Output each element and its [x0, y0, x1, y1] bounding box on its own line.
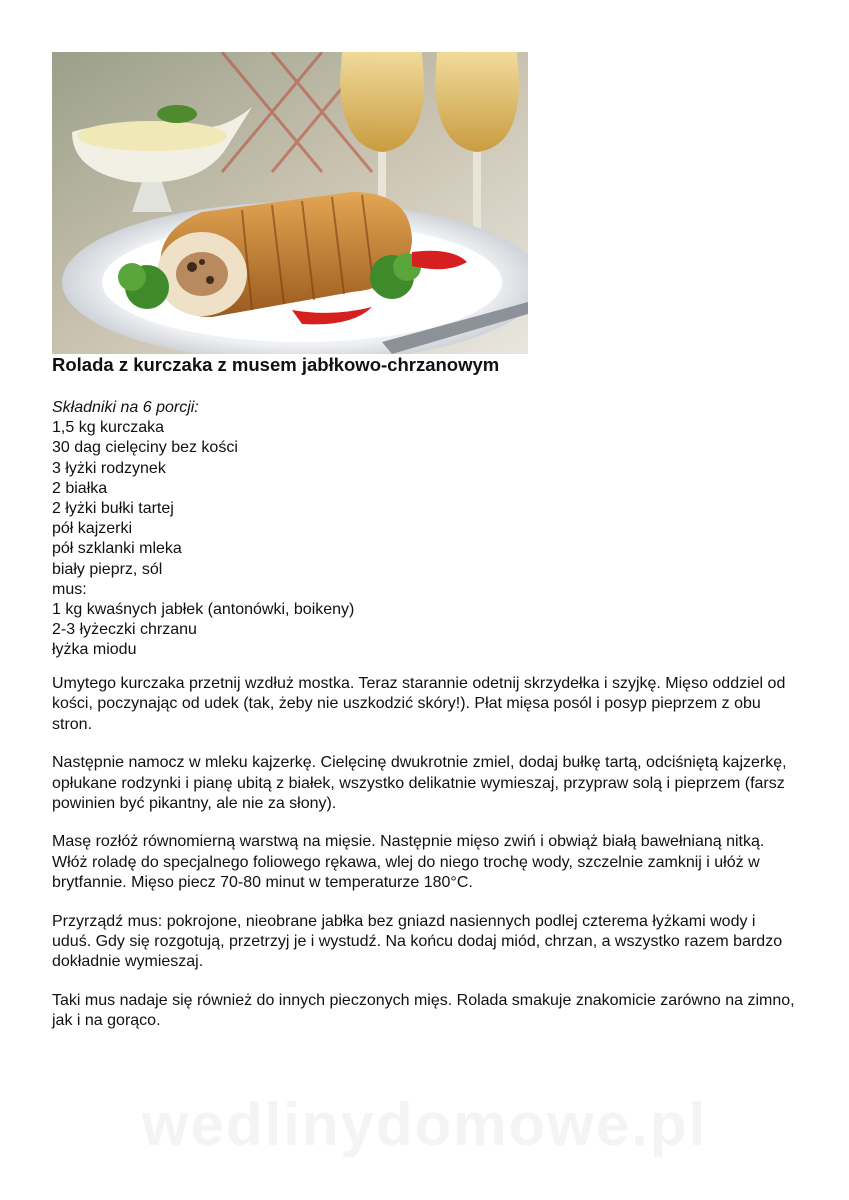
ingredient-item: biały pieprz, sól: [52, 560, 163, 578]
ingredient-item: 2-3 łyżeczki chrzanu: [52, 621, 197, 639]
ingredient-item: 2 białka: [52, 479, 108, 497]
step-paragraph: Przyrządź mus: pokrojone, nieobrane jabłka bez gniazd nasiennych podlej czterema łyżkami wody i uduś. Gdy się rozgotują, przetrzyj je i wystudź. Na końcu dodaj miód, chrzan, a wszystko razem bardzo dokładnie wymieszaj.: [52, 912, 783, 971]
ingredient-item: 3 łyżki rodzynek: [52, 459, 166, 477]
step-paragraph: Taki mus nadaje się również do innych pieczonych mięs. Rolada smakuje znakomicie zarówno na zimno, jak i na gorąco.: [52, 991, 795, 1030]
recipe-title: Rolada z kurczaka z musem jabłkowo-chrzanowym: [52, 354, 500, 375]
ingredient-item: łyżka miodu: [52, 641, 137, 659]
ingredient-subheading: mus:: [52, 580, 87, 598]
site-watermark: wedlinydomowe.pl: [141, 1091, 708, 1158]
preparation-steps: [52, 674, 797, 1050]
recipe-photo: [52, 52, 528, 354]
ingredients-heading: Składniki na 6 porcji:: [52, 399, 199, 416]
ingredient-item: 30 dag cielęciny bez kości: [52, 439, 238, 457]
ingredient-item: pół kajzerki: [52, 520, 133, 538]
ingredient-item: 2 łyżki bułki tartej: [52, 500, 174, 518]
ingredients-list: [52, 418, 354, 660]
step-paragraph: Umytego kurczaka przetnij wzdłuż mostka. Teraz starannie odetnij skrzydełka i szyjkę. Mięso oddziel od kości, poczynając od udek (tak, żeby nie uszkodzić skóry!). Płat mięsa posól i posyp pieprzem z obu stron.: [52, 675, 786, 733]
ingredients-section: [52, 398, 354, 661]
ingredient-item: pół szklanki mleka: [52, 540, 182, 558]
ingredient-item: 1,5 kg kurczaka: [52, 419, 165, 437]
step-paragraph: Następnie namocz w mleku kajzerkę. Cielęcinę dwukrotnie zmiel, dodaj bułkę tartą, odciśniętą kajzerkę, opłukane rodzynki i pianę ubitą z białek, wszystko delikatnie wymieszaj, przypraw solą i pieprzem (farsz powinien być pikantny, ale nie za słony).: [52, 754, 787, 813]
step-paragraph: Masę rozłóż równomierną warstwą na mięsie. Następnie mięso zwiń i obwiąż białą bawełnianą nitką. Włóż roladę do specjalnego foliowego rękawa, wlej do niego trochę wody, szczelnie zamknij i ułóż w brytfannie. Mięso piecz 70-80 minut w temperaturze 180°C.: [52, 833, 765, 892]
ingredient-item: 1 kg kwaśnych jabłek (antonówki, boikeny): [52, 601, 355, 619]
chicken-roulade-image: [52, 52, 528, 354]
